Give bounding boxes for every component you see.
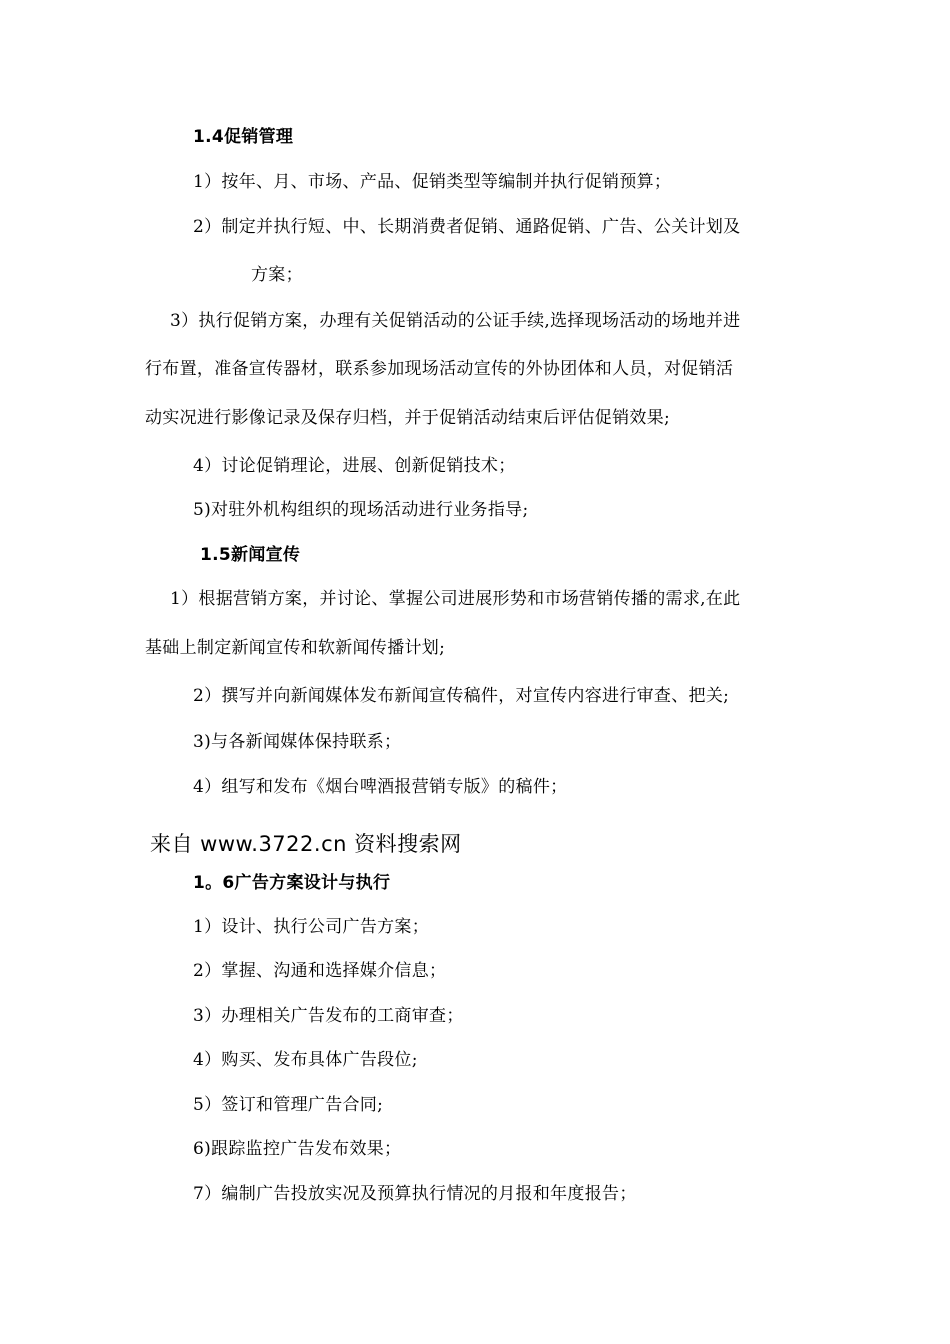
- advertising-item-3: 3）办理相关广告发布的工商审查；: [193, 1006, 464, 1026]
- section-heading-promotion: 1.4促销管理: [193, 127, 294, 147]
- news-item-4: 4）组写和发布《烟台啤酒报营销专版》的稿件；: [193, 777, 568, 797]
- advertising-item-2: 2）掌握、沟通和选择媒介信息；: [193, 961, 447, 981]
- advertising-item-6: 6)跟踪监控广告发布效果；: [193, 1139, 402, 1159]
- promotion-item-3-cont-2: 动实况进行影像记录及保存归档，并于促销活动结束后评估促销效果;: [145, 408, 671, 428]
- promotion-item-4: 4）讨论促销理论，进展、创新促销技术；: [193, 456, 516, 476]
- section-heading-news: 1.5新闻宣传: [200, 545, 301, 565]
- source-watermark: 来自 www.3722.cn 资料搜索网: [150, 832, 462, 856]
- news-item-2: 2）撰写并向新闻媒体发布新闻宣传稿件，对宣传内容进行审查、把关;: [193, 686, 730, 706]
- advertising-item-1: 1）设计、执行公司广告方案；: [193, 917, 430, 937]
- promotion-item-3: 3）执行促销方案，办理有关促销活动的公证手续,选择现场活动的场地并进: [170, 311, 741, 331]
- news-item-1-cont: 基础上制定新闻宣传和软新闻传播计划;: [145, 638, 446, 658]
- advertising-item-5: 5）签订和管理广告合同;: [193, 1095, 384, 1115]
- advertising-item-7: 7）编制广告投放实况及预算执行情况的月报和年度报告；: [193, 1184, 637, 1204]
- promotion-item-2: 2）制定并执行短、中、长期消费者促销、通路促销、广告、公关计划及: [193, 217, 741, 237]
- promotion-item-2-cont: 方案；: [251, 265, 303, 285]
- news-item-1: 1）根据营销方案，并讨论、掌握公司进展形势和市场营销传播的需求,在此: [170, 589, 741, 609]
- section-heading-advertising: 1。6广告方案设计与执行: [193, 873, 391, 893]
- advertising-item-4: 4）购买、发布具体广告段位;: [193, 1050, 418, 1070]
- promotion-item-1: 1）按年、月、市场、产品、促销类型等编制并执行促销预算；: [193, 172, 672, 192]
- news-item-3: 3)与各新闻媒体保持联系；: [193, 732, 402, 752]
- promotion-item-3-cont-1: 行布置，准备宣传器材，联系参加现场活动宣传的外协团体和人员，对促销活: [145, 359, 734, 379]
- promotion-item-5: 5)对驻外机构组织的现场活动进行业务指导;: [193, 500, 529, 520]
